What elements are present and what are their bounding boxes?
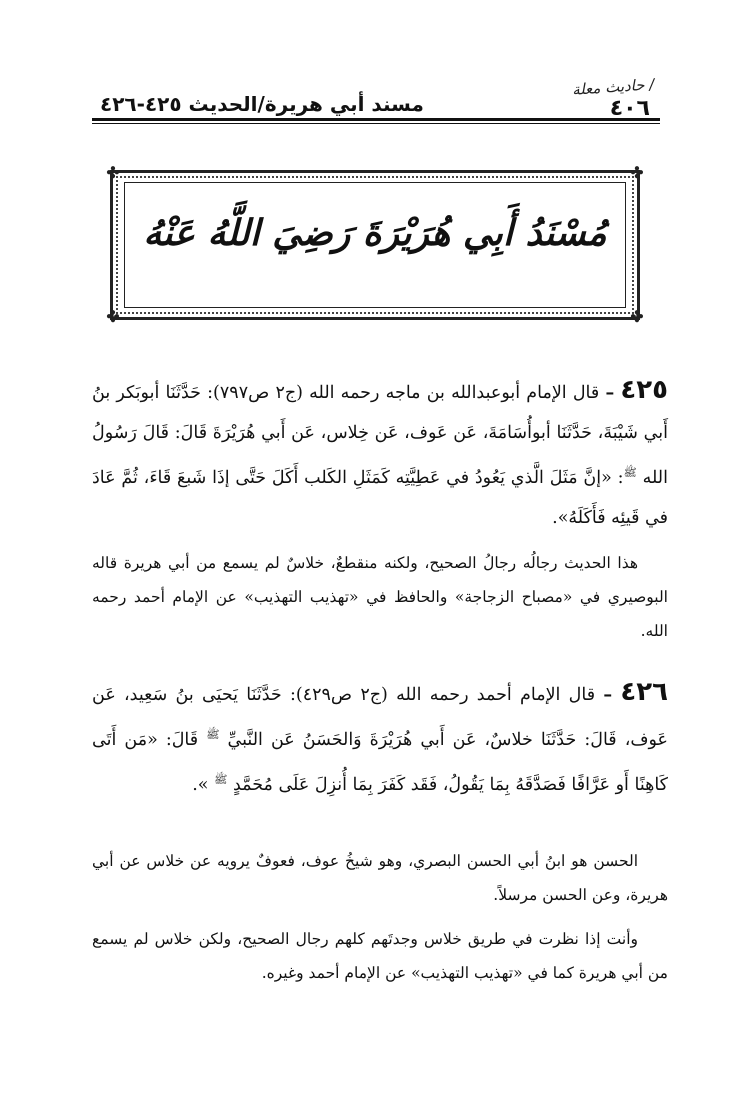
corner-ornament-icon: ✤ [106,163,120,182]
hadith-text-mid: قَالَ: «مَن أَتَى كَاهِنًا أَو عَرَّافًا فَصَدَّقَهُ بِمَا يَقُولُ، فَقَد كَفَرَ بِمَا أُنزِلَ عَلَى مُحَمَّدٍ [92,729,668,795]
hadith-text-end: ». [192,774,215,795]
hadith-425-comment: هذا الحديث رجالُه رجالُ الصحيح، ولكنه منقطعٌ، خلاسٌ لم يسمع من أبي هريرة قاله البوصيري في «مصباح الزجاجة» والحافظ في «تهذيب التهذيب» عن الإمام أحمد رحمه الله. [92,554,668,640]
running-title: مسند أبي هريرة/الحديث ٤٢٥-٤٢٦ [100,92,424,116]
hadith-text-end: : «إنَّ مَثَلَ الَّذي يَعُودُ في عَطِيَّتِه كَمَثَلِ الكَلب أَكَلَ حَتَّى إذَا شَبعَ قَاءَ، ثُمَّ عَادَ في قَيئِه فَأَكَلَهُ». [92,467,668,528]
hadith-dash: – [603,685,613,705]
hadith-426-comment-2: وأنت إذا نظرت في طريق خلاس وجدتَهم كلهم رجال الصحيح، ولكن خلاس لم يسمع من أبي هريرة كما في «تهذيب التهذيب» عن الإمام أحمد وغيره. [92,930,668,982]
salutation-glyph: ﷺ [206,728,220,741]
hadith-426-comment-1: الحسن هو ابنُ أبي الحسن البصري، وهو شيخُ عوف، فعوفٌ يرويه عن خلاس عن أبي هريرة، وعن الحسن مرسلاً. [92,852,668,904]
hadith-text: قال الإمام أحمد رحمه الله (ج٢ ص٤٢٩): حَدَّثَنَا يَحيَى بنُ سَعِيد، عَن عَوف، قَالَ: حَدَّثَنَا خلاسٌ، عَن أَبي هُرَيْرَةَ وَالحَسَنُ عَن النَّبيِّ [92,685,668,750]
hadith-number: ٤٢٥ [620,375,668,405]
header-rule [92,118,660,121]
hadith-dash: – [605,383,615,403]
salutation-glyph: ﷺ [214,772,228,786]
hadith-text: قال الإمام أبوعبدالله بن ماجه رحمه الله (ج٢ ص٧٩٧): حَدَّثَنَا أبوبَكر بنُ أَبي شَيْبَةَ، حَدَّثَنَا أبوأُسَامَةَ، عَن عَوف، عَن خِلاس، عَن أَبي هُرَيْرَةَ قَالَ: قَالَ رَسُولُ الله [92,383,668,488]
corner-ornament-icon: ✤ [106,307,120,326]
hadith-number: ٤٢٦ [620,677,668,707]
header-rule-thin [92,123,660,124]
hadith-425 [92,370,668,538]
section-title: مُسْنَدُ أَبِي هُرَيْرَةَ رَضِيَ اللَّهُ عَنْهُ [143,212,607,254]
hadith-426 [92,672,668,805]
page-number: ٤٠٦ [609,96,650,121]
corner-ornament-icon: ✤ [630,163,644,182]
corner-ornament-icon: ✤ [630,307,644,326]
salutation-glyph: ﷺ [623,466,637,479]
book-short-title: / حاديث معلة [571,75,655,99]
